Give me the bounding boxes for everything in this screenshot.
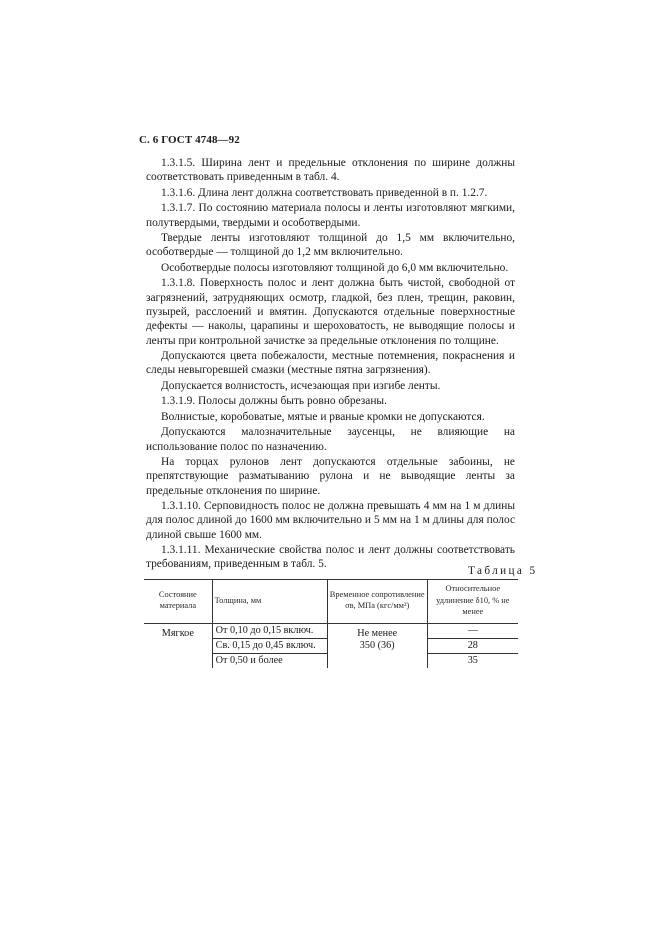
table-caption: Таблица 5	[468, 565, 538, 577]
cell-strength	[327, 623, 427, 668]
paragraph: 1.3.1.7. По состоянию материала полосы и ленты изготовляют мягкими, полутвердыми, твердыми и особотвердыми.	[146, 202, 515, 229]
paragraph: 1.3.1.10. Серповидность полос не должна превышать 4 мм на 1 м длины для полос длиной до 1600 мм включительно и 5 мм на 1 м длины для полос длиной свыше 1600 мм.	[146, 500, 515, 541]
table-header-row	[144, 580, 518, 624]
properties-table	[144, 579, 518, 668]
paragraph: Допускается волнистость, исчезающая при изгибе ленты.	[161, 379, 441, 392]
cell-thickness: От 0,50 и более	[212, 653, 327, 668]
paragraph: 1.3.1.9. Полосы должны быть ровно обрезаны.	[161, 395, 387, 408]
paragraph: 1.3.1.8. Поверхность полос и лент должна быть чистой, свободной от загрязнений, затрудняющих осмотр, гладкой, без плен, трещин, раковин, пузырей, расслоений и вмятин. Допускаются отдельные поверхностные дефекты — наколы, царапины и шероховатость, не выводящие полосы и ленты при контрольной зачистке за предельные отклонения по толщине.	[146, 277, 515, 347]
table-row	[144, 623, 518, 638]
paragraph: Допускаются малозначительные заусенцы, не влияющие на использование полос по назначению.	[146, 426, 515, 453]
header-state: Состояние материала	[144, 580, 212, 624]
paragraph: Волнистые, коробоватые, мятые и рваные кромки не допускаются.	[161, 410, 485, 423]
paragraph: 1.3.1.11. Механические свойства полос и лент должны соответствовать требованиям, приведенным в табл. 5.	[146, 544, 515, 571]
paragraph: Допускаются цвета побежалости, местные потемнения, покраснения и следы невыгоревшей смазки (местные пятна загрязнения).	[146, 349, 515, 377]
header-thickness: Толщина, мм	[212, 580, 327, 624]
cell-elongation: —	[427, 623, 518, 638]
cell-state: Мягкое	[144, 623, 212, 668]
header-elongation: Относительное удлинение δ10, % не менее	[436, 584, 510, 616]
header-strength: Временное сопротивление σв, МПа (кгс/мм²)	[327, 580, 427, 624]
cell-thickness: От 0,10 до 0,15 включ.	[212, 623, 327, 638]
strength-line-2: 350 (36)	[359, 639, 395, 651]
page-header: С. 6 ГОСТ 4748—92	[139, 134, 240, 146]
cell-elongation: 35	[467, 654, 478, 666]
paragraph: Особотвердые полосы изготовляют толщиной до 6,0 мм включительно.	[161, 261, 509, 274]
paragraph: 1.3.1.6. Длина лент должна соответствовать приведенной в п. 1.2.7.	[161, 186, 488, 199]
document-body	[146, 156, 515, 573]
paragraph: Твердые ленты изготовляют толщиной до 1,5 мм включительно, особотвердые — толщиной до 1,2 мм включительно.	[146, 232, 515, 259]
paragraph: 1.3.1.5. Ширина лент и предельные отклонения по ширине должны соответствовать приведенным в табл. 4.	[146, 157, 515, 184]
cell-elongation: 28	[427, 638, 518, 653]
strength-line-1: Не менее	[357, 627, 398, 639]
paragraph: На торцах рулонов лент допускаются отдельные забоины, не препятствующие разматыванию рулона и не выводящие ленты за предельные отклонения по ширине.	[146, 456, 515, 497]
cell-thickness: Св. 0,15 до 0,45 включ.	[212, 638, 327, 653]
